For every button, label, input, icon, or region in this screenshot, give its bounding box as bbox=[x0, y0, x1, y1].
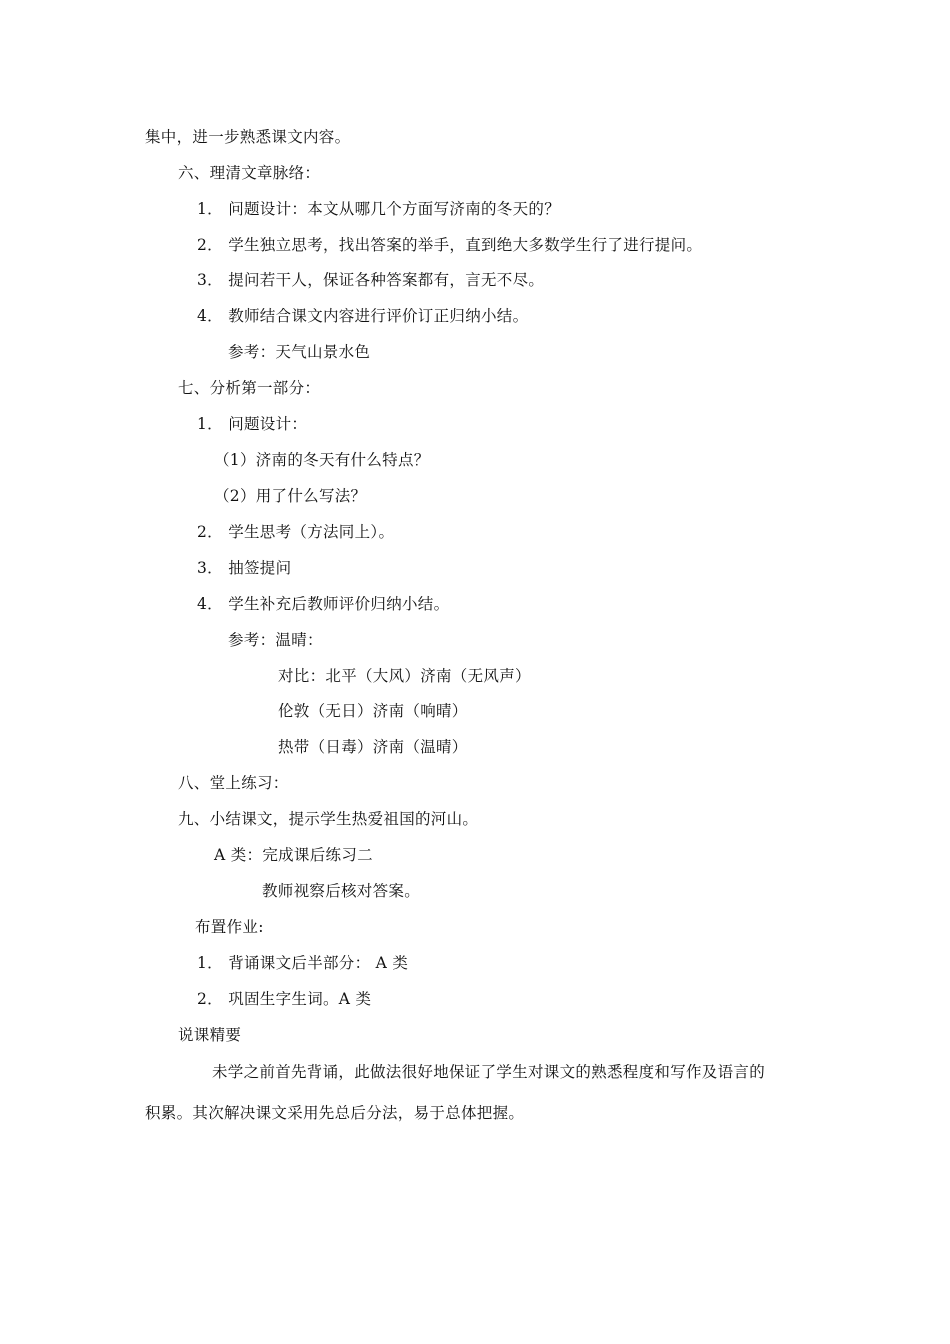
list-item: 4． 学生补充后教师评价归纳小结。 bbox=[197, 595, 450, 613]
paragraph-line: 未学之前首先背诵，此做法很好地保证了学生对课文的熟悉程度和写作及语言的 bbox=[212, 1063, 766, 1081]
exercise-line: A 类：完成课后练习二 bbox=[214, 846, 373, 864]
section-heading: 说课精要 bbox=[178, 1026, 242, 1044]
sub-list-item: （1）济南的冬天有什么特点？ bbox=[214, 451, 430, 469]
exercise-line: 教师视察后核对答案。 bbox=[262, 882, 421, 900]
homework-heading: 布置作业: bbox=[195, 918, 264, 936]
sub-list-item: （2）用了什么写法？ bbox=[214, 487, 367, 505]
list-item: 1． 背诵课文后半部分： A 类 bbox=[197, 954, 409, 972]
reference-note: 参考：天气山景水色 bbox=[228, 343, 371, 361]
section-heading: 九、小结课文，提示学生热爱祖国的河山。 bbox=[178, 810, 479, 828]
section-heading: 七、分析第一部分： bbox=[178, 379, 321, 397]
comparison-line: 对比：北平（大风）济南（无风声） bbox=[278, 667, 531, 685]
section-heading: 八、堂上练习： bbox=[178, 774, 289, 792]
list-item: 1． 问题设计：本文从哪几个方面写济南的冬天的？ bbox=[197, 200, 560, 218]
list-item: 2． 学生思考（方法同上）。 bbox=[197, 523, 395, 541]
list-item: 2． 巩固生字生词。A 类 bbox=[197, 990, 372, 1008]
list-item: 1． 问题设计： bbox=[197, 415, 308, 433]
reference-note: 参考：温晴： bbox=[228, 631, 323, 649]
text-line: 集中，进一步熟悉课文内容。 bbox=[145, 128, 351, 146]
list-item: 2． 学生独立思考，找出答案的举手，直到绝大多数学生行了进行提问。 bbox=[197, 236, 703, 254]
section-heading: 六、理清文章脉络： bbox=[178, 164, 321, 182]
paragraph-line: 积累。其次解决课文采用先总后分法，易于总体把握。 bbox=[145, 1104, 525, 1122]
comparison-line: 伦敦（无日）济南（响晴） bbox=[278, 702, 468, 720]
list-item: 3． 抽签提问 bbox=[197, 559, 292, 577]
list-item: 3． 提问若干人，保证各种答案都有，言无不尽。 bbox=[197, 271, 545, 289]
comparison-line: 热带（日毒）济南（温晴） bbox=[278, 738, 468, 756]
list-item: 4． 教师结合课文内容进行评价订正归纳小结。 bbox=[197, 307, 529, 325]
